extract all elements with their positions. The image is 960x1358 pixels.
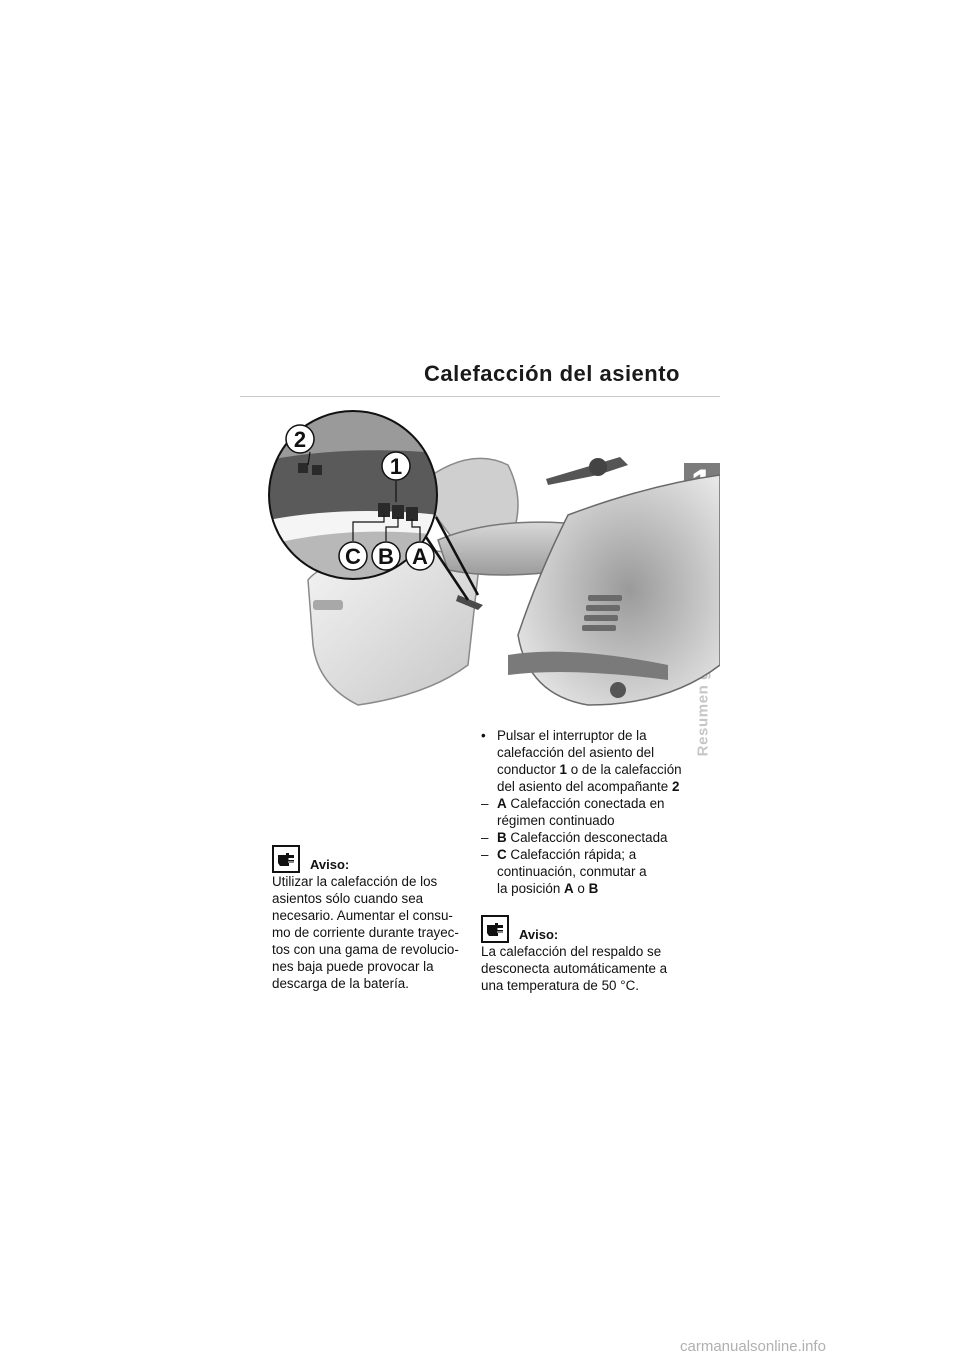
bullet-mark: • [481, 728, 486, 743]
notice-right [481, 915, 691, 994]
option-a: – A Calefacción conectada en régimen continuado [481, 796, 665, 828]
svg-text:1: 1 [389, 454, 403, 479]
callout-a [406, 542, 434, 570]
notice-label: Aviso: [519, 927, 559, 942]
notice-left [272, 845, 472, 992]
instructions [481, 727, 691, 897]
callout-2 [286, 425, 314, 453]
instruction-line: calefacción del asiento del [497, 745, 655, 760]
option-c: – C Calefacción rápida; a continuación, conmutar a la posición A o B [481, 847, 647, 896]
notice-text: Utilizar la calefacción de los asientos sólo cuando sea necesario. Aumentar el consu- mo de corriente durante trayec- tos con una gama de revolucio- nes baja puede provocar la descarga de la batería. [272, 874, 459, 991]
svg-text:B: B [378, 544, 394, 569]
svg-text:2: 2 [293, 427, 307, 452]
instruction-line: conductor 1 o de la calefacción [497, 762, 682, 777]
notice-text: La calefacción del respaldo se desconecta automáticamente a una temperatura de 50 °C. [481, 944, 668, 993]
title-rule [240, 396, 720, 397]
instruction-line: Pulsar el interruptor de la [497, 728, 647, 743]
option-b: – B Calefacción desconectada [481, 830, 668, 845]
notice-hand-icon [481, 915, 509, 943]
motorcycle-seat-illustration [268, 405, 720, 723]
callout-b [372, 542, 400, 570]
dash-mark: – [481, 830, 489, 845]
dash-mark: – [481, 847, 489, 862]
notice-hand-icon [272, 845, 300, 873]
instruction-bullet [481, 727, 691, 795]
callout-1 [382, 452, 410, 480]
dash-mark: – [481, 796, 489, 811]
svg-text:A: A [412, 544, 428, 569]
instruction-line: del asiento del acompañante 2 [497, 779, 680, 794]
watermark: carmanualsonline.info [680, 1338, 826, 1355]
callout-c [339, 542, 367, 570]
page-title: Calefacción del asiento [423, 361, 680, 386]
svg-text:C: C [345, 544, 361, 569]
notice-label: Aviso: [310, 857, 350, 872]
